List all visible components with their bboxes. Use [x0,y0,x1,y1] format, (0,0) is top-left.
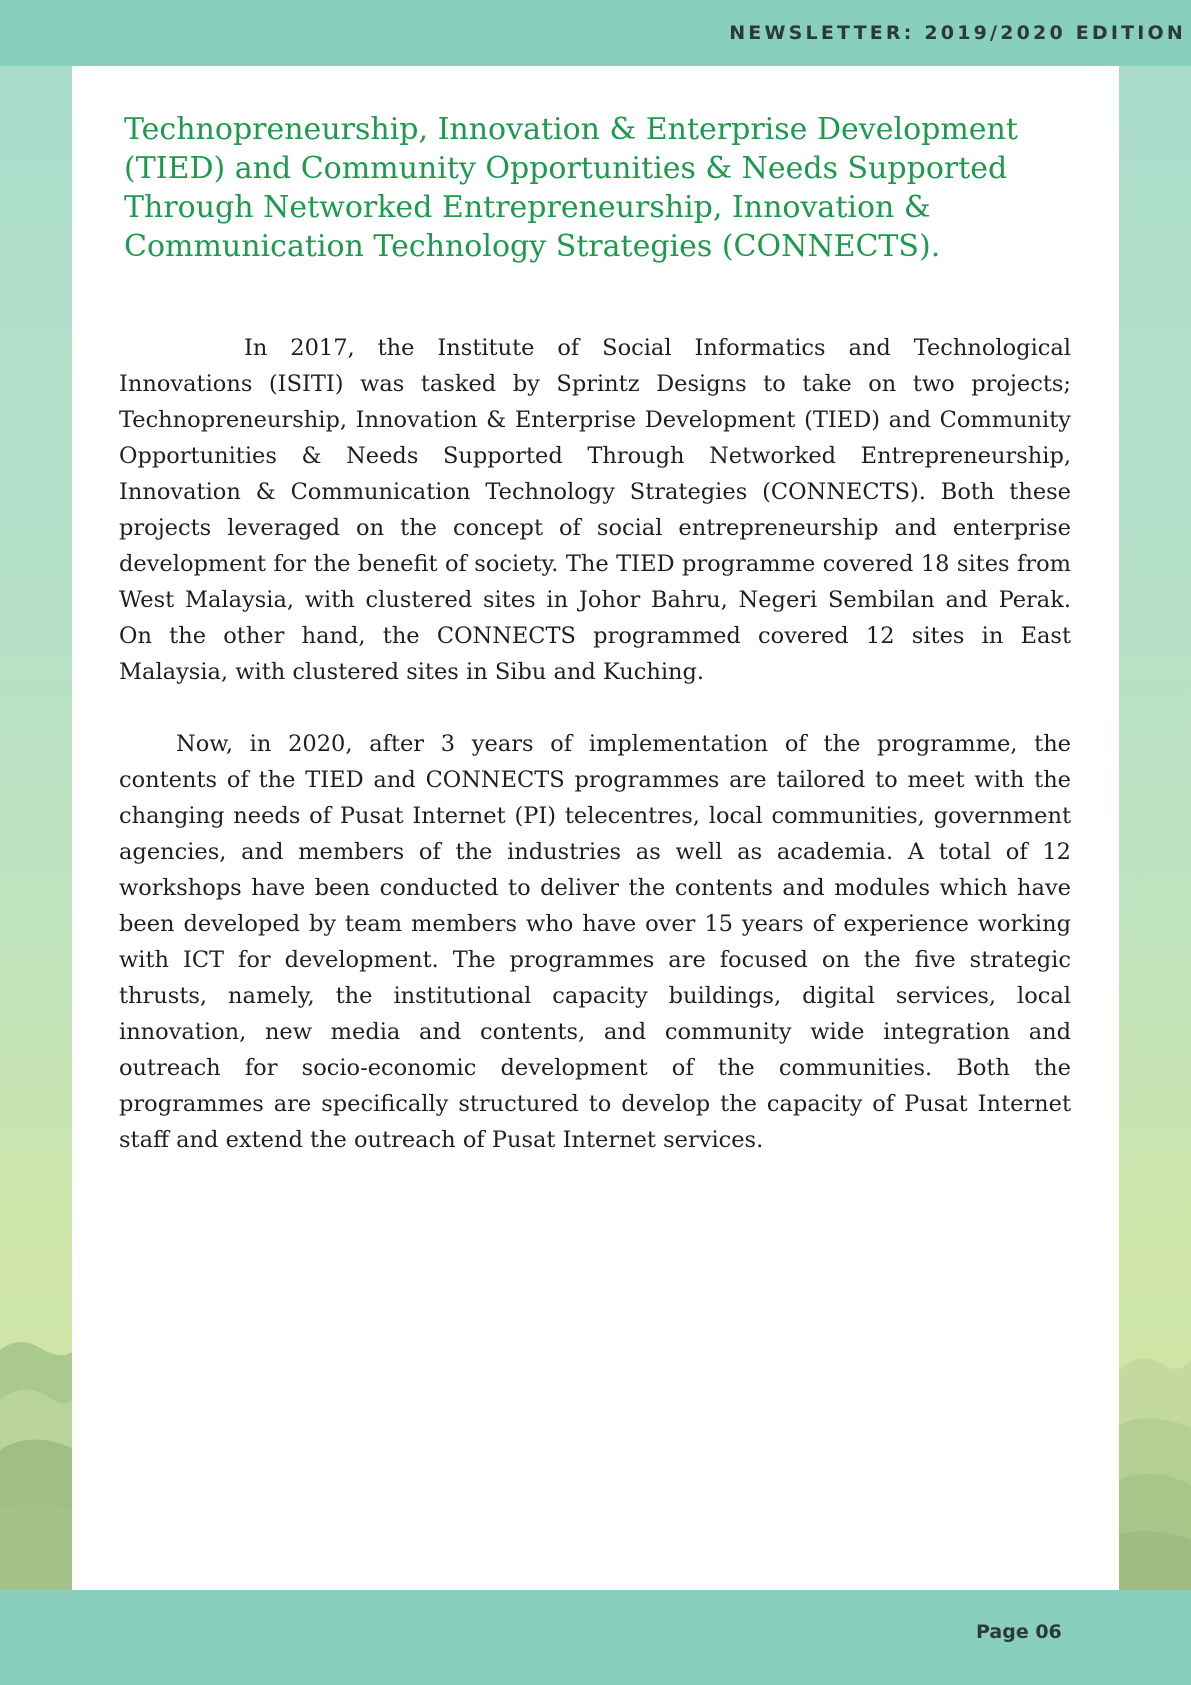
page-sheet [72,66,1119,1590]
page-number: Page 06 [976,1621,1062,1643]
header-band [0,0,1191,66]
left-decorative-strip [0,66,72,1590]
article-paragraph-1: In 2017, the Institute of Social Informatics and Technological Innovations (ISITI) was tasked by Sprintz Designs to take on two projects; Technopreneurship, Innovation & Enterprise Development (TIED) and Community Opportunities & Needs Supported Through Networked Entrepreneurship, Innovation & Communication Technology Strategies (CONNECTS). Both these projects leveraged on the concept of social entrepreneurship and enterprise development for the benefit of society. The TIED programme covered 18 sites from West Malaysia, with clustered sites in Johor Bahru, Negeri Sembilan and Perak. On the other hand, the CONNECTS programmed covered 12 sites in East Malaysia, with clustered sites in Sibu and Kuching. [119,335,1071,685]
article-body [119,330,1071,1158]
right-landscape-illustration [1119,1330,1191,1590]
left-landscape-illustration [0,1330,72,1590]
edition-label: NEWSLETTER: 2019/2020 EDITION [729,22,1186,44]
right-decorative-strip [1119,66,1191,1590]
article-paragraph-2: Now, in 2020, after 3 years of implementation of the programme, the contents of the TIED and CONNECTS programmes are tailored to meet with the changing needs of Pusat Internet (PI) telecentres, local communities, government agencies, and members of the industries as well as academia. A total of 12 workshops have been conducted to deliver the contents and modules which have been developed by team members who have over 15 years of experience working with ICT for development. The programmes are focused on the five strategic thrusts, namely, the institutional capacity buildings, digital services, local innovation, new media and contents, and community wide integration and outreach for socio-economic development of the communities. Both the programmes are specifically structured to develop the capacity of Pusat Internet staff and extend the outreach of Pusat Internet services. [119,731,1071,1153]
article-title: Technopreneurship, Innovation & Enterprise Development (TIED) and Community Opportunities & Needs Supported Through Networked Entrepreneurship, Innovation & Communication Technology Strategies (CONNECTS). [124,112,1018,264]
